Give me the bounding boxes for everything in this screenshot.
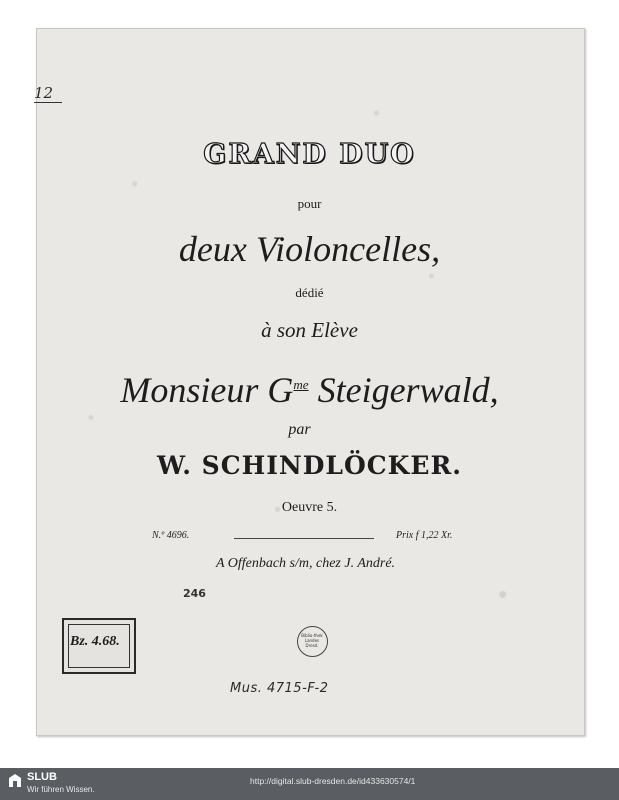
library-seal [297, 626, 328, 657]
price: Prix f 1,22 Xr. [396, 530, 453, 541]
permalink[interactable]: http://digital.slub-dresden.de/id433630574/1 [250, 776, 416, 786]
dedicatee-suffix: Steigerwald, [308, 370, 499, 410]
plate-number: N.º 4696. [152, 530, 190, 541]
brand-name: SLUB [27, 771, 57, 783]
pour-text: pour [297, 196, 322, 211]
dedicatee-sup: me [293, 377, 309, 392]
slub-logo-icon [7, 772, 23, 789]
pencil-number: 246 [183, 587, 206, 600]
instrumentation: deux Violoncelles, [178, 229, 441, 269]
opus-number: Oeuvre 5. [281, 500, 338, 515]
brand-slogan: Wir führen Wissen. [27, 785, 95, 794]
seal-text: Biblio-thek Landes Dresd. [301, 633, 323, 648]
shelfmark: Mus. 4715-F-2 [230, 681, 329, 696]
library-stamp [62, 618, 136, 674]
plate-row [152, 530, 462, 546]
dedicatee [0, 369, 619, 411]
a-son-eleve: à son Elève [261, 318, 358, 342]
dedicatee-prefix: Monsieur G [120, 370, 294, 410]
plate-divider [234, 538, 374, 539]
margin-mark: 12 [34, 84, 62, 103]
par-text: par [288, 421, 311, 438]
stamp-text: Bz. 4.68. [70, 634, 120, 649]
dedie-text: dédié [295, 285, 324, 300]
footer-bar [0, 768, 619, 800]
composer-name: W. SCHINDLÖCKER. [157, 451, 462, 480]
work-title: GRAND DUO [203, 139, 416, 170]
publisher-line: A Offenbach s/m, chez J. André. [215, 556, 396, 571]
